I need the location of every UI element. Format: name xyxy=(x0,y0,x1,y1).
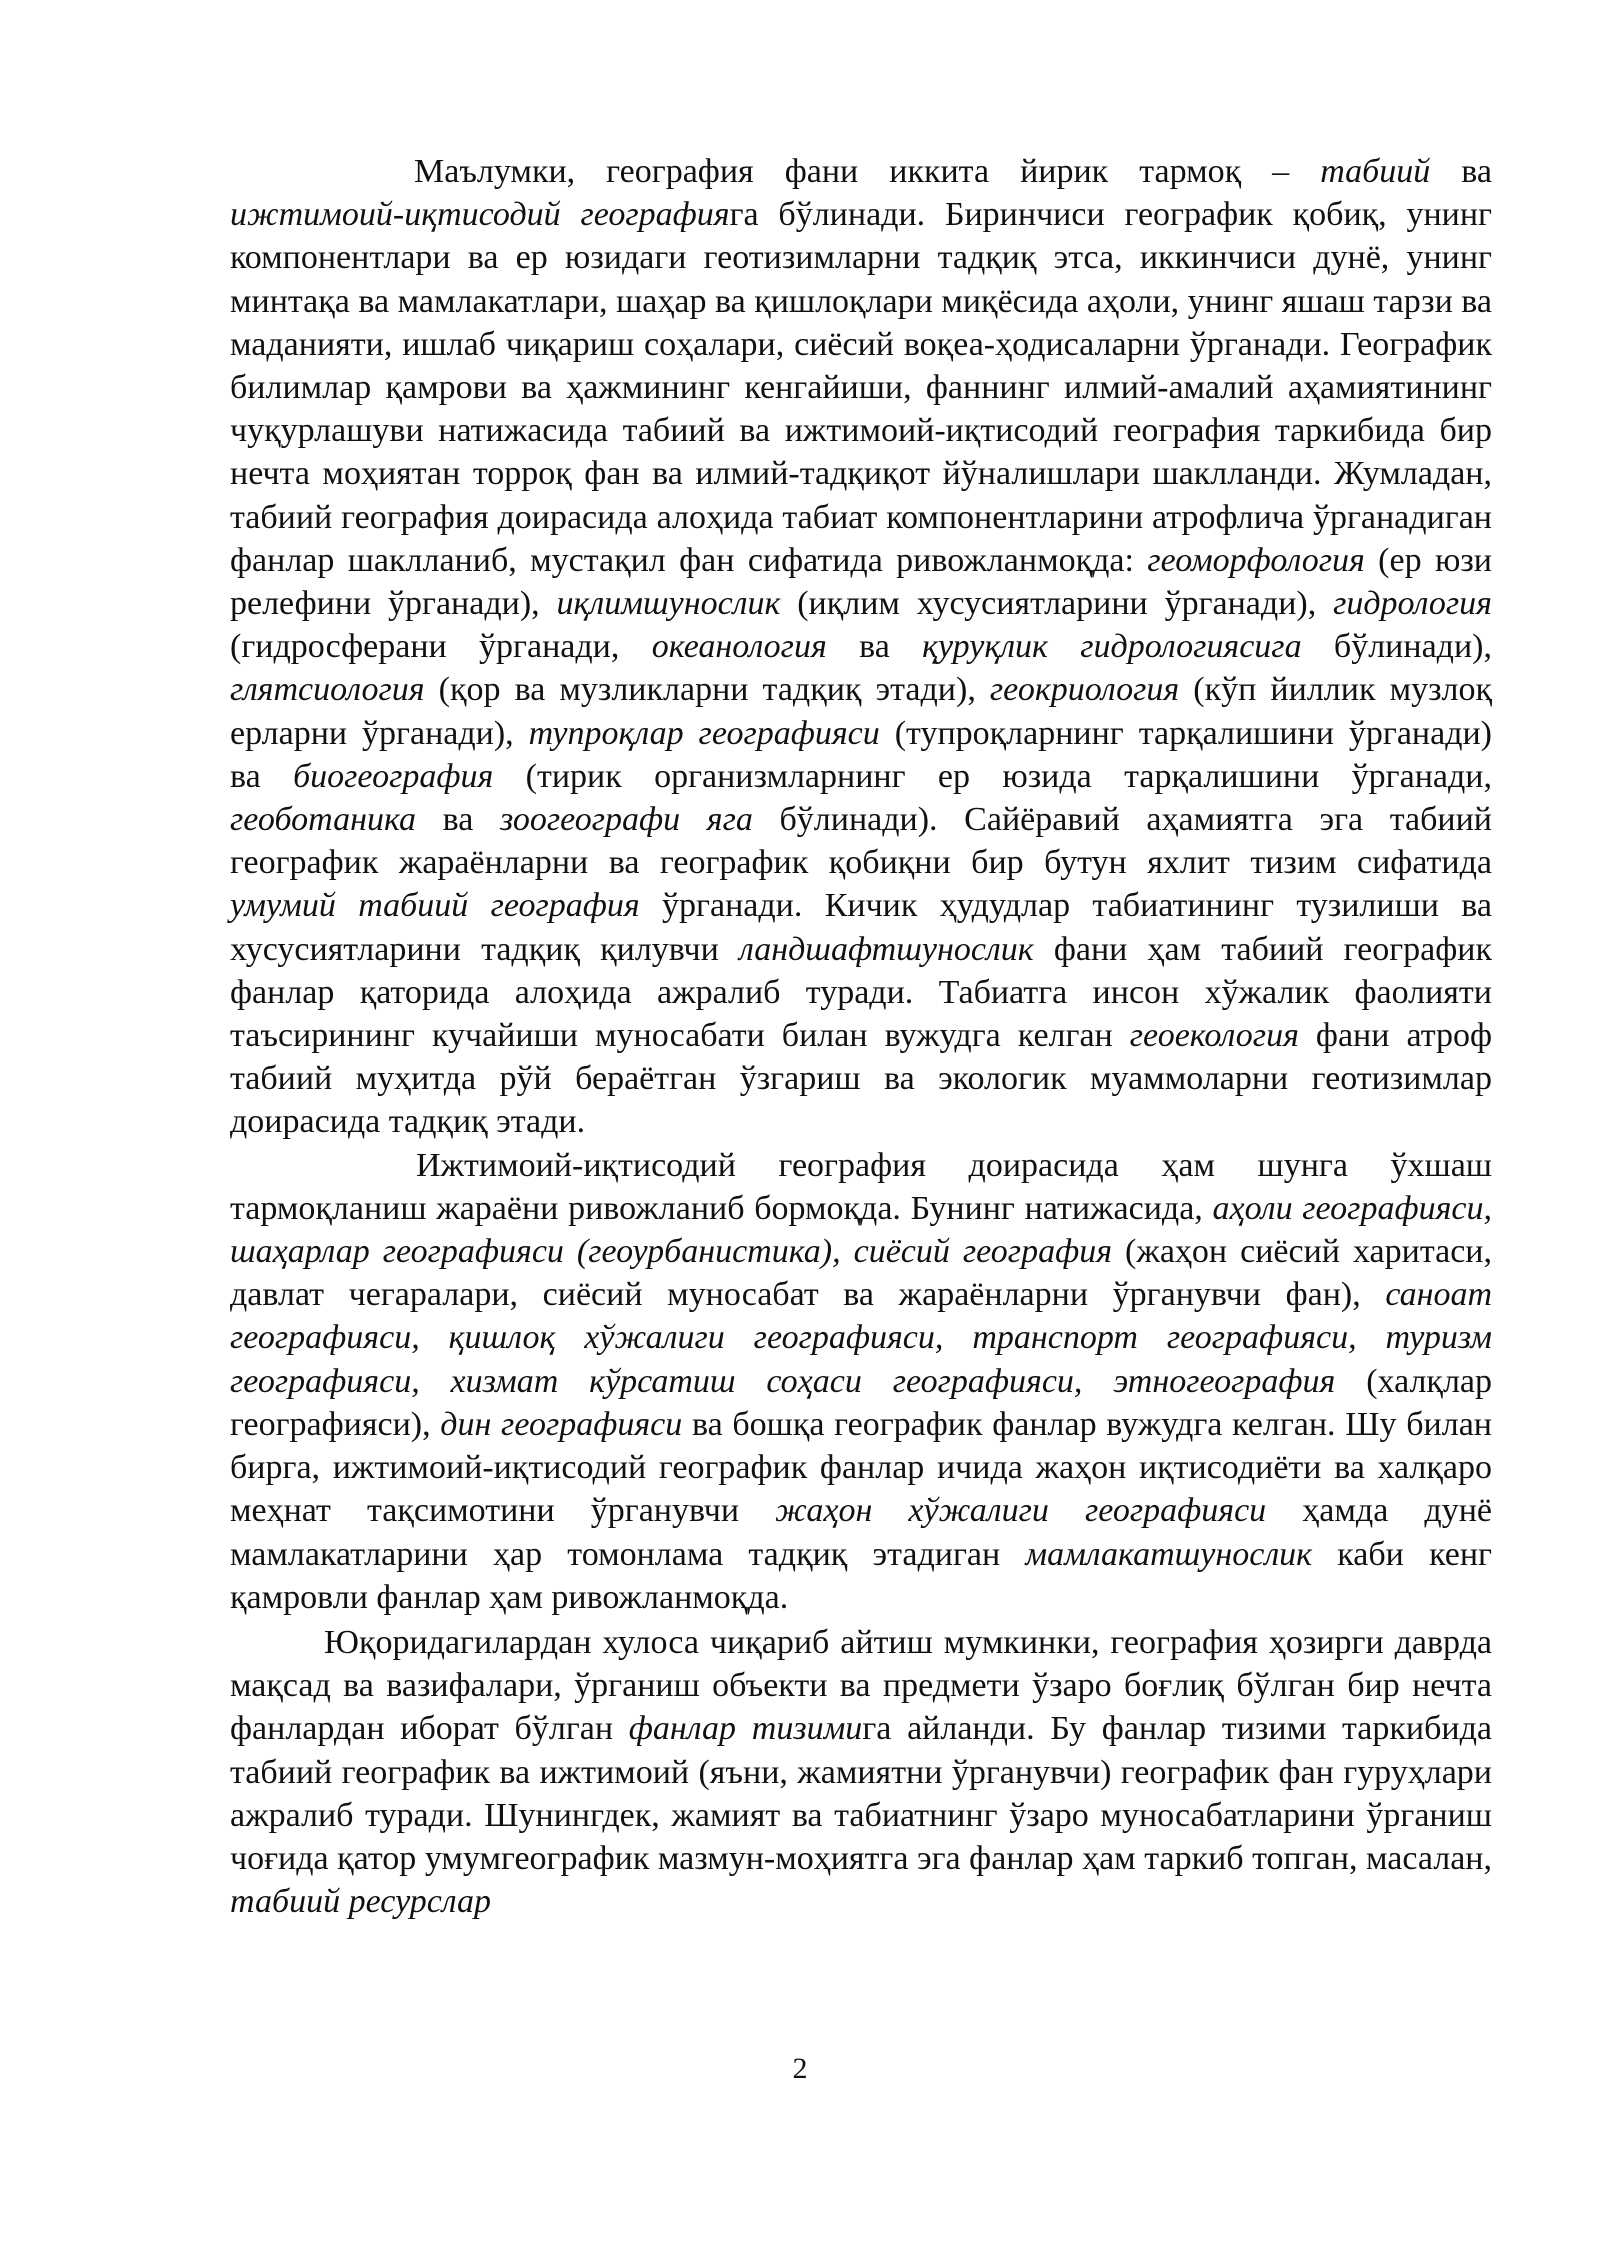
text-run: бўлинади). Сайёравий аҳамиятга эга табиий географик жараёнларни ва географик қобиқни бир бутун яхлит тизим сифатида xyxy=(230,801,1492,882)
italic-term: биогеография xyxy=(293,757,494,795)
text-run: каби кенг қамровли фанлар ҳам ривожланмоқда. xyxy=(230,1535,1492,1616)
italic-term: иқлимшунослик xyxy=(556,585,781,623)
text-run: (ер юзи релефини ўрганади), xyxy=(230,541,1492,623)
text-run: (иқлим хусусиятларини ўрганади), xyxy=(780,585,1334,623)
italic-term: тупроқлар географияси xyxy=(528,714,880,752)
body-text xyxy=(230,150,1492,1923)
italic-term: фанлар тизими xyxy=(628,1710,863,1748)
text-run: Маълумки, география фани иккита йирик тармоқ – xyxy=(414,153,1321,190)
text-run: фани атроф табиий муҳитда рўй бераётган ўзгариш ва экологик муаммоларни геотизимлар доирасида тадқиқ этади. xyxy=(230,1017,1492,1141)
text-run: ва xyxy=(826,628,923,666)
italic-term: геокриология xyxy=(989,671,1180,709)
text-run: га бўлинади. Биринчиси географик қобиқ, унинг компонентлари ва ер юзидаги геотизимларни тадқиқ этса, иккинчиси дунё, унинг минтақа ва мамлакатлари, шаҳар ва қишлоқлари миқёсида аҳоли, унинг яшаш тарзи ва маданияти, ишлаб чиқариш соҳалари, сиёсий воқеа-ҳодисаларни ўрганади. Географик билимлар қамрови ва ҳажмининг кенгайиши, фаннинг илмий-амалий аҳамиятининг чуқурлашуви натижасида табиий ва ижтимоий-иқтисодий география таркибида бир нечта моҳиятан торроқ фан ва илмий-тадқиқот йўналишлари шаклланди. Жумладан, табиий география доирасида алоҳида табиат компонентларини атрофлича ўрганадиган фанлар шаклланиб, мустақил фан сифатида ривожланмоқда: xyxy=(230,196,1492,579)
text-run: га айланди. Бу фанлар тизими таркибида табиий географик ва ижтимоий (яъни, жамиятни ўрганувчи) географик фан гуруҳлари ажралиб туради. Шунингдек, жамият ва табиатнинг ўзаро муносабатларини ўрганиш чоғида қатор умумгеографик мазмун-моҳиятга эга фанлар ҳам таркиб топган, масалан, xyxy=(230,1710,1492,1877)
italic-term: ижтимоий-иқтисодий география xyxy=(230,196,730,234)
italic-term: геоекология xyxy=(1129,1017,1299,1055)
text-run: ҳамда дунё мамлакатларини ҳар томонлама тадқиқ этадиган xyxy=(230,1492,1492,1573)
text-run: ва xyxy=(416,801,500,839)
text-run: ўрганади. Кичик ҳудудлар табиатининг тузилиши ва хусусиятларини тадқиқ қилувчи xyxy=(230,887,1492,968)
italic-term: саноат географияси, қишлоқ хўжалиги географияси, транспорт географияси, туризм географияси, хизмат кўрсатиш соҳаси географияси, этногеография xyxy=(230,1276,1492,1400)
italic-term: умумий табиий география xyxy=(230,887,640,925)
italic-term: қуруқлик гидрологиясига xyxy=(922,628,1302,666)
italic-term: океанология xyxy=(651,628,827,666)
paragraph-conclusion xyxy=(230,1621,1492,1923)
text-run: ва xyxy=(1430,153,1492,190)
text-run: Юқоридагилардан хулоса чиқариб айтиш мумкинки, география ҳозирги даврда мақсад ва вазифалари, ўрганиш объекти ва предмети ўзаро боғлиқ бўлган бир нечта фанлардан иборат бўлган xyxy=(230,1623,1492,1748)
paragraph-socio-economic-geography xyxy=(230,1144,1492,1619)
italic-term: жаҳон хўжалиги географияси xyxy=(775,1492,1267,1530)
text-run: фани ҳам табиий географик фанлар қаторида алоҳида ажралиб туради. Табиатга инсон хўжалик фаолияти таъсирининг кучайиши муносабати билан вужудга келган xyxy=(230,930,1492,1055)
text-run: (қор ва музликларни тадқиқ этади), xyxy=(424,671,990,709)
paragraph-geography-branches xyxy=(230,150,1492,1144)
text-run: бўлинади), xyxy=(1301,628,1492,666)
italic-term: табиий ресурслар xyxy=(230,1883,492,1921)
text-run: (кўп йиллик музлоқ ерларни ўрганади), xyxy=(230,671,1492,752)
italic-term: мамлакатшунослик xyxy=(1025,1535,1313,1573)
italic-term: , аҳоли географияси, шаҳарлар географияси (геоурбанистика), сиёсий география xyxy=(230,1189,1492,1271)
text-run: (тирик организмларнинг ер юзида тарқалишини ўрганади, xyxy=(493,757,1492,795)
text-run: (тупроқларнинг тарқалишини ўрганади) ва xyxy=(230,714,1493,795)
text-run: Ижтимоий-иқтисодий география доирасида ҳам шунга ўхшаш тармоқланиш жараёни ривожланиб бормоқда. Бунинг натижасида xyxy=(230,1146,1492,1227)
text-run: (гидросферани ўрганади, xyxy=(230,628,652,666)
text-run: (халқлар географияси), xyxy=(230,1362,1492,1443)
italic-term: табиий xyxy=(1320,153,1431,190)
italic-term: геоботаника xyxy=(230,801,417,839)
italic-term: геоморфология xyxy=(1147,541,1365,579)
text-run: (жаҳон сиёсий харитаси, давлат чегаралари, сиёсий муносабат ва жараёнларни ўрганувчи фан), xyxy=(230,1233,1492,1314)
italic-term: гидрология xyxy=(1333,585,1492,623)
page-number: 2 xyxy=(792,2052,808,2085)
italic-term: глятсиология xyxy=(230,671,425,709)
italic-term: ландшафтшунослик xyxy=(739,930,1034,968)
italic-term: зоогеографи яга xyxy=(500,801,753,839)
italic-term: дин географияси xyxy=(440,1405,683,1443)
text-run: ва бошқа географик фанлар вужудга келган. Шу билан бирга, ижтимоий-иқтисодий географик фанлар ичида жаҳон иқтисодиёти ва халқаро меҳнат тақсимотини ўрганувчи xyxy=(230,1405,1492,1530)
